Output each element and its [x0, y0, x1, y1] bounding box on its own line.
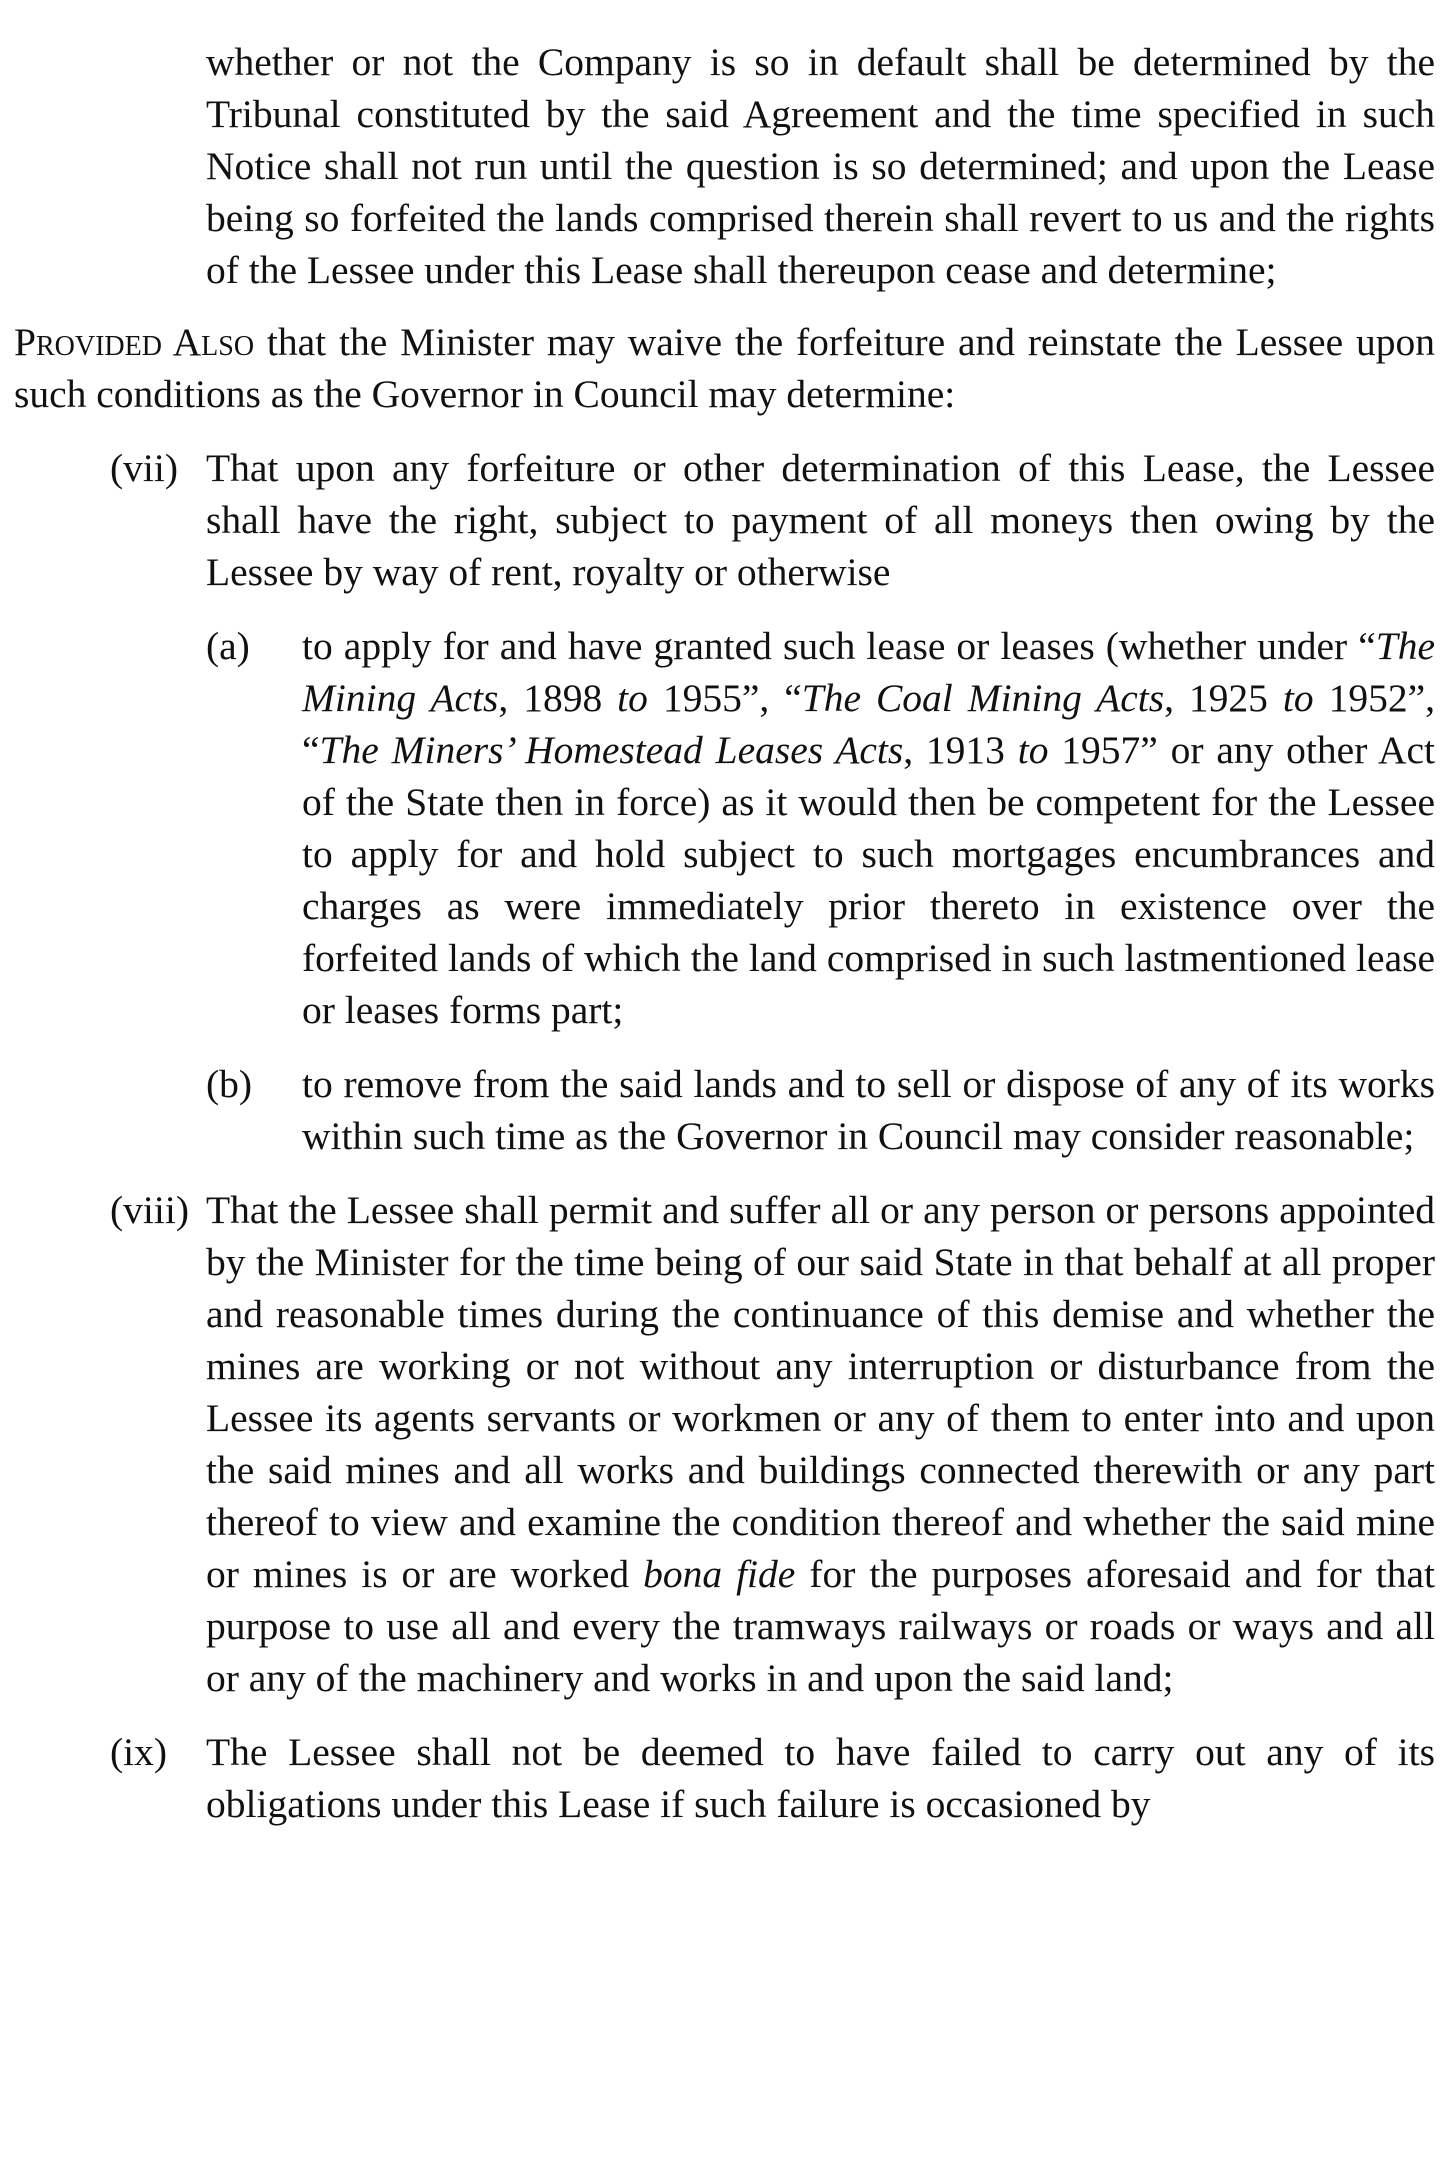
clause-vii-a [206, 620, 1436, 1036]
clause-viii-number: (viii) [110, 1188, 189, 1232]
text-run: for the purposes aforesaid and for that purpose to use all and every the tramways railways or roads or ways and all or any of the machinery and works in and upon the said land; [206, 1552, 1436, 1700]
clause-ix [110, 1726, 1435, 1830]
clause-vii-b [206, 1058, 1435, 1162]
clause-ix-text: The Lessee shall not be deemed to have failed to carry out any of its obligations under this Lease if such failure is occasioned by [206, 1730, 1435, 1826]
text-run: , 1913 [903, 728, 1018, 772]
clause-vii-b-text: to remove from the said lands and to sell or dispose of any of its works within such time as the Governor in Council may consider reasonable; [302, 1062, 1435, 1158]
clause-vii [110, 442, 1435, 598]
clause-vii-a-text [302, 620, 1435, 1036]
act-title: The Miners’ Homestead Leases Acts [319, 728, 904, 772]
clause-ix-number: (ix) [110, 1730, 168, 1774]
proviso-paragraph [14, 316, 1435, 420]
italic-to: to [617, 676, 648, 720]
text-run: , 1925 [1164, 676, 1283, 720]
italic-bona-fide: bona fide [643, 1552, 796, 1596]
clause-viii-text [206, 1184, 1435, 1704]
text-run: 1957” or any other Act of the State then in force) as it would then be competent for the Lessee to apply for and hold subject to such mortgages encumbrances and charges as were immediately prior thereto in existence over the forfeited lands of which the land comprised in such lastmentioned lease or leases forms part; [302, 728, 1436, 1032]
clause-vii-text: That upon any forfeiture or other determination of this Lease, the Lessee shall have the right, subject to payment of all moneys then owing by the Lessee by way of rent, royalty or otherwise [206, 446, 1435, 594]
clause-vii-a-number: (a) [206, 624, 250, 668]
text-run: 1955”, “ [647, 676, 802, 720]
act-title: The Mining Acts [302, 624, 1435, 720]
continuation-paragraph: whether or not the Company is so in default shall be determined by the Tribunal constituted by the said Agreement and the time specified in such Notice shall not run until the question is so determined; and upon the Lease being so forfeited the lands comprised therein shall revert to us and the rights of the Lessee under this Lease shall thereupon cease and determine; [206, 40, 1435, 292]
text-run: to apply for and have granted such lease or leases (whether under “ [302, 624, 1376, 668]
act-title: The Coal Mining Acts [801, 676, 1165, 720]
italic-to: to [1017, 728, 1049, 772]
proviso-text: that the Minister may waive the forfeiture and reinstate the Lessee upon such conditions as the Governor in Council may determine: [14, 320, 1435, 416]
italic-to: to [1282, 676, 1314, 720]
text-run: 1952”, “ [302, 676, 1435, 772]
clause-vii-b-number: (b) [206, 1062, 253, 1106]
proviso-lead: Provided Also [14, 320, 255, 364]
clause-viii [110, 1184, 1436, 1704]
text-run: That the Lessee shall permit and suffer all or any person or persons appointed by the Minister for the time being of our said State in that behalf at all proper and reasonable times during the continuance of this demise and whether the mines are working or not without any interruption or disturbance from the Lessee its agents servants or workmen or any of them to enter into and upon the said mines and all works and buildings connected therewith or any part thereof to view and examine the condition thereof and whether the said mine or mines is or are worked [206, 1188, 1435, 1596]
text-run: , 1898 [498, 676, 618, 720]
clause-vii-number: (vii) [110, 446, 179, 490]
